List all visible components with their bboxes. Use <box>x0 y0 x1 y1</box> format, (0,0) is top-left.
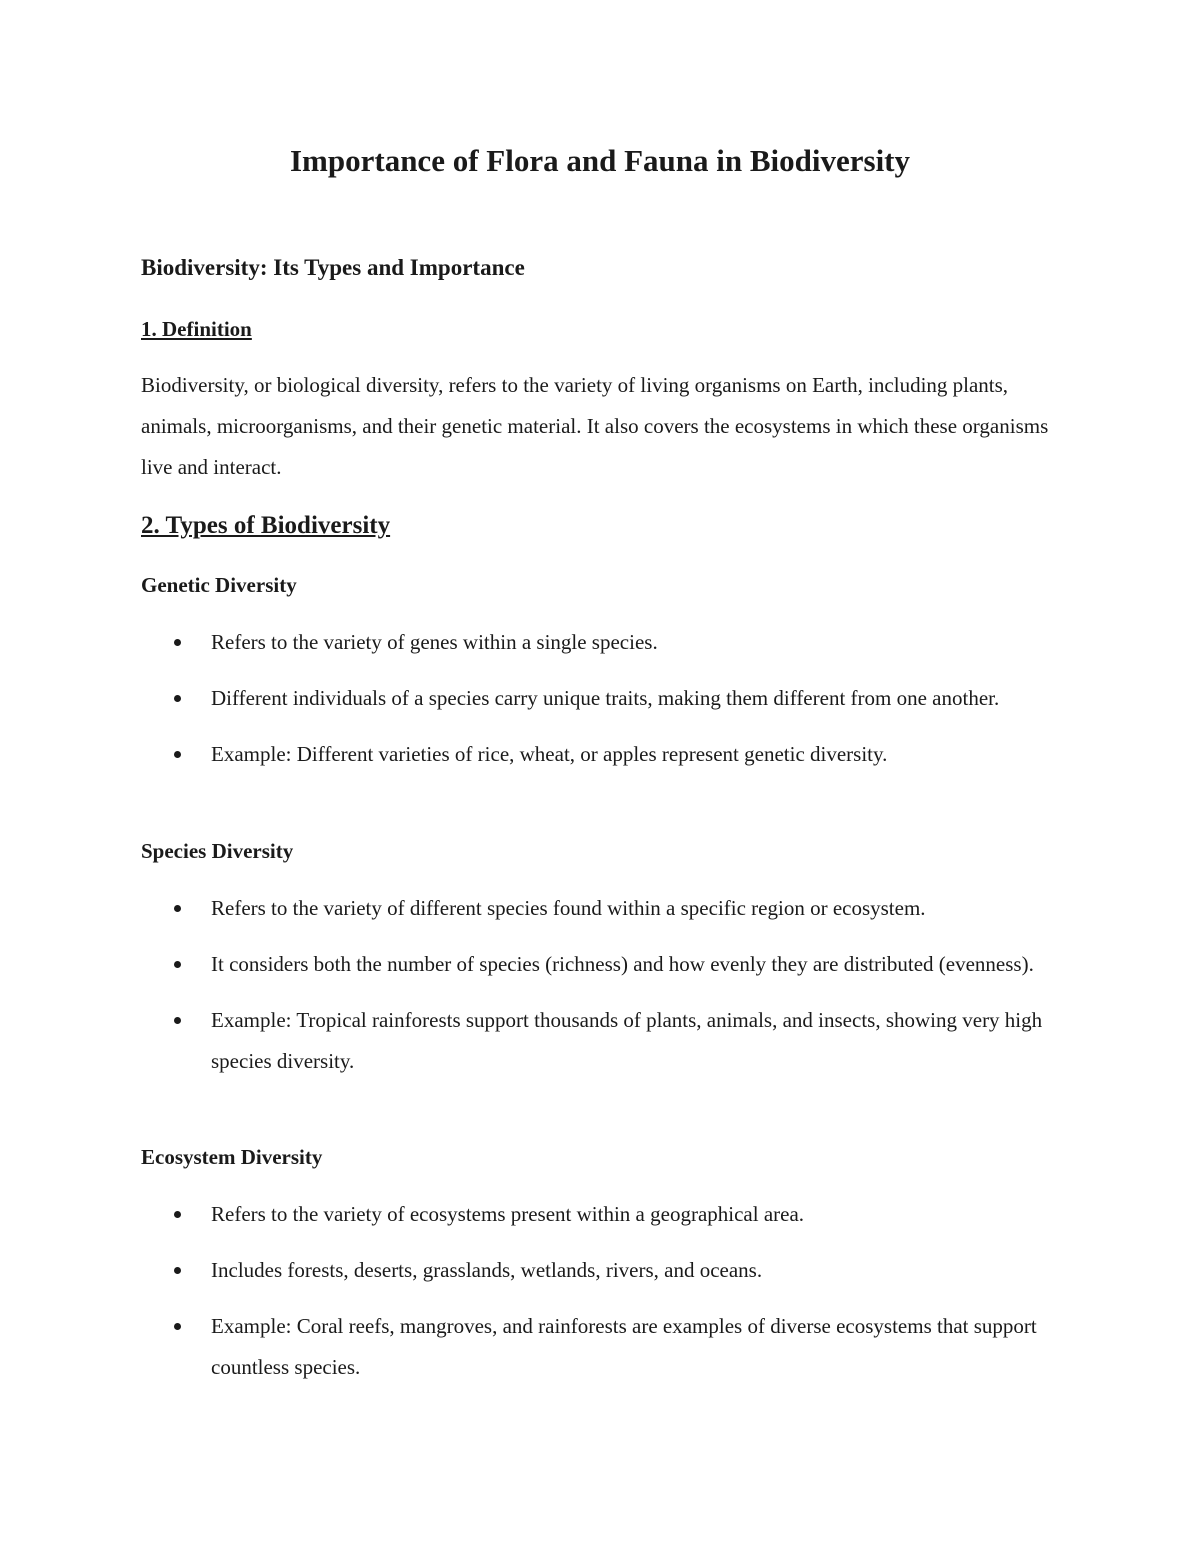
list-item-text: Includes forests, deserts, grasslands, wetlands, rivers, and oceans. <box>211 1258 763 1282</box>
list-item-text: Example: Coral reefs, mangroves, and rainforests are examples of diverse ecosystems that support countless species. <box>211 1314 1037 1379</box>
list-item <box>141 1000 1061 1082</box>
list-item <box>141 1194 1061 1235</box>
list-item <box>141 1250 1061 1291</box>
ecosystem-diversity-list <box>141 1194 1061 1388</box>
genetic-diversity-heading: Genetic Diversity <box>141 573 297 597</box>
species-diversity-heading: Species Diversity <box>141 839 294 863</box>
list-item-text: Refers to the variety of genes within a single species. <box>211 630 658 654</box>
list-item <box>141 622 1061 663</box>
genetic-diversity-list <box>141 622 1061 775</box>
list-item-text: Example: Different varieties of rice, wheat, or apples represent genetic diversity. <box>211 742 888 766</box>
bullet-icon <box>174 1211 181 1218</box>
bullet-icon <box>174 751 181 758</box>
list-item-text: Example: Tropical rainforests support thousands of plants, animals, and insects, showing very high species diversity. <box>211 1008 1043 1073</box>
species-diversity-list <box>141 888 1061 1082</box>
bullet-icon <box>174 1267 181 1274</box>
list-item-text: Refers to the variety of different species found within a specific region or ecosystem. <box>211 896 926 920</box>
bullet-icon <box>174 905 181 912</box>
bullet-icon <box>174 639 181 646</box>
list-item-text: It considers both the number of species (richness) and how evenly they are distributed (evenness). <box>211 952 1034 976</box>
document-title: Importance of Flora and Fauna in Biodiversity <box>289 143 910 178</box>
definition-paragraph: Biodiversity, or biological diversity, refers to the variety of living organisms on Earth, including plants, animals, microorganisms, and their genetic material. It also covers the ecosystems in which these organisms live and interact. <box>141 373 1049 479</box>
list-item <box>141 1306 1061 1388</box>
bullet-icon <box>174 1017 181 1024</box>
list-item <box>141 678 1061 719</box>
list-item-text: Different individuals of a species carry unique traits, making them different from one another. <box>211 686 1000 710</box>
list-item <box>141 944 1061 985</box>
main-heading: Biodiversity: Its Types and Importance <box>141 255 525 280</box>
ecosystem-diversity-heading: Ecosystem Diversity <box>141 1145 323 1169</box>
bullet-icon <box>174 961 181 968</box>
bullet-icon <box>174 1323 181 1330</box>
bullet-icon <box>174 695 181 702</box>
list-item <box>141 734 1061 775</box>
list-item <box>141 888 1061 929</box>
list-item-text: Refers to the variety of ecosystems present within a geographical area. <box>211 1202 805 1226</box>
definition-heading: 1. Definition <box>141 317 252 341</box>
types-heading: 2. Types of Biodiversity <box>141 512 391 539</box>
